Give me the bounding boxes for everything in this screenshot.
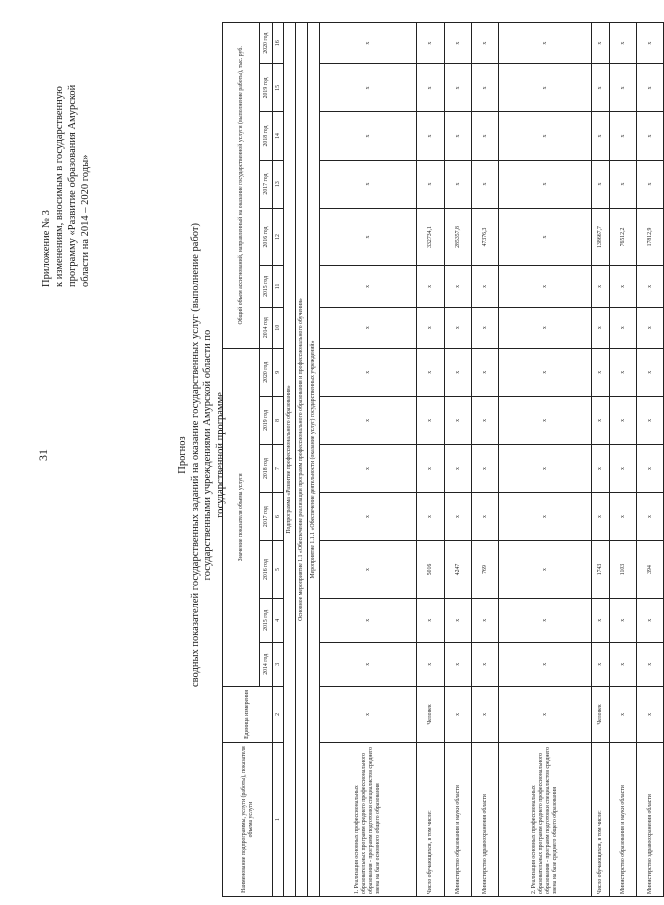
appendix-line-3: области на 2014 – 2020 годы» (80, 154, 91, 287)
row-value: x (320, 541, 417, 599)
row-value: x (610, 266, 637, 307)
header-col-number: 1 (273, 743, 284, 897)
row-value: x (499, 493, 592, 541)
row-value: x (592, 266, 610, 307)
activity-title: Мероприятие 1.1.1 «Обеспечение деятельности (оказание услуг) государственных учреждений» (308, 23, 320, 897)
row-value: x (499, 598, 592, 642)
row-unit: x (610, 686, 637, 742)
row-value: x (417, 64, 445, 112)
row-value: x (610, 396, 637, 444)
header-name: Наименование подпрограммы, услуги (работы), показателя объема услуги (223, 743, 273, 897)
row-name: Число обучающихся, в том числе: (417, 743, 445, 897)
row-value: x (417, 160, 445, 208)
row-value: x (417, 396, 445, 444)
page-number: 31 (36, 449, 50, 461)
row-value: x (592, 64, 610, 112)
row-name: Министерство образования и науки области (445, 743, 472, 897)
row-value: x (592, 493, 610, 541)
header-col-number: 12 (273, 208, 284, 266)
table-row (610, 23, 637, 897)
row-unit: x (637, 686, 664, 742)
main-activity-title: Основное мероприятие 1.1 «Обеспечение реализации программ профессионального образования и профессионального обучения» (296, 23, 308, 897)
header-col-number: 6 (273, 493, 284, 541)
row-value: x (417, 444, 445, 492)
row-value: x (499, 208, 592, 266)
header-col-number: 4 (273, 598, 284, 642)
row-value: x (592, 307, 610, 348)
table-row (320, 23, 417, 897)
header-col-number: 3 (273, 642, 284, 686)
row-unit: x (499, 686, 592, 742)
row-value: x (499, 307, 592, 348)
row-value: x (445, 444, 472, 492)
row-value: x (472, 493, 499, 541)
row-value: 769 (472, 541, 499, 599)
row-value: x (472, 307, 499, 348)
row-value: x (592, 348, 610, 396)
row-unit: Человек (592, 686, 610, 742)
row-value: x (499, 112, 592, 160)
appendix-block (40, 17, 92, 287)
row-value: x (637, 307, 664, 348)
row-value: x (637, 598, 664, 642)
row-value: x (499, 444, 592, 492)
row-value: x (592, 642, 610, 686)
header-year-8: 2015 год (260, 266, 273, 307)
row-value: x (499, 160, 592, 208)
row-value: x (610, 64, 637, 112)
row-value: x (320, 493, 417, 541)
row-value: 1103 (610, 541, 637, 599)
header-year-13: 2020 год (260, 23, 273, 64)
row-value: x (637, 266, 664, 307)
header-col-number: 11 (273, 266, 284, 307)
row-name: Число обучающихся, в том числе: (592, 743, 610, 897)
row-value: x (637, 23, 664, 64)
row-name: 2. Реализация основных профессиональных образовательных программ среднего профессионального образования - программ подготовки специалистов среднего звена на базе среднего общего образования (499, 743, 592, 897)
subprogram-title: Подпрограмма «Развитие профессионального образования» (284, 23, 296, 897)
row-value: x (445, 598, 472, 642)
header-year-11: 2018 год (260, 112, 273, 160)
row-value: 17812,9 (637, 208, 664, 266)
row-value: x (445, 112, 472, 160)
row-unit: x (320, 686, 417, 742)
header-col-number: 5 (273, 541, 284, 599)
appendix-line-1: к изменениям, вносимым в государственную (54, 86, 65, 287)
header-year-1: 2015 год (260, 598, 273, 642)
row-value: 1743 (592, 541, 610, 599)
row-value: x (637, 444, 664, 492)
row-value: x (610, 598, 637, 642)
row-unit: x (472, 686, 499, 742)
row-value: x (445, 396, 472, 444)
header-col-number: 14 (273, 112, 284, 160)
row-value: x (320, 348, 417, 396)
document-subtitle-2: государственной программе (214, 392, 226, 518)
header-col-number: 13 (273, 160, 284, 208)
table-row (637, 23, 664, 897)
row-value: x (499, 266, 592, 307)
row-value: x (592, 160, 610, 208)
row-value: x (320, 64, 417, 112)
row-value: x (610, 348, 637, 396)
row-value: x (637, 493, 664, 541)
row-value: x (592, 444, 610, 492)
row-value: x (320, 642, 417, 686)
row-value: 4247 (445, 541, 472, 599)
row-value: x (417, 266, 445, 307)
row-value: x (445, 307, 472, 348)
row-name: Министерство здравоохранения области (637, 743, 664, 897)
appendix-line-2: программу «Развитие образования Амурской (67, 84, 78, 287)
table-row (445, 23, 472, 897)
row-value: x (320, 160, 417, 208)
row-value: x (472, 642, 499, 686)
row-value: x (610, 493, 637, 541)
header-year-0: 2014 год (260, 642, 273, 686)
row-value: x (499, 64, 592, 112)
row-value: x (610, 444, 637, 492)
row-value: x (417, 307, 445, 348)
row-value: x (637, 112, 664, 160)
row-value: x (320, 208, 417, 266)
header-year-12: 2019 год (260, 64, 273, 112)
row-value: x (445, 493, 472, 541)
header-year-2: 2016 год (260, 541, 273, 599)
row-value: x (445, 64, 472, 112)
header-col-number: 8 (273, 396, 284, 444)
row-value: x (472, 396, 499, 444)
header-col-number: 16 (273, 23, 284, 64)
header-cost-group: Общий объем ассигнований, направленный на оказание государственной услуги (выполнение работы), тыс. руб. (223, 23, 260, 349)
header-col-number: 10 (273, 307, 284, 348)
forecast-table (222, 22, 664, 897)
row-value: x (320, 266, 417, 307)
row-value: x (499, 642, 592, 686)
row-value: 138667,7 (592, 208, 610, 266)
header-volume-group: Значение показателя объема услуги (223, 348, 260, 686)
row-value: x (445, 348, 472, 396)
row-value: x (637, 160, 664, 208)
table-row (417, 23, 445, 897)
row-value: x (637, 642, 664, 686)
row-value: x (445, 266, 472, 307)
row-value: x (610, 307, 637, 348)
row-value: x (472, 348, 499, 396)
row-value: 5016 (417, 541, 445, 599)
table-row (592, 23, 610, 897)
document-title-block (177, 195, 227, 715)
row-value: x (610, 642, 637, 686)
header-year-7: 2014 год (260, 307, 273, 348)
row-value: x (472, 64, 499, 112)
row-value: x (499, 541, 592, 599)
header-col-number: 15 (273, 64, 284, 112)
row-value: x (592, 396, 610, 444)
row-value: x (637, 64, 664, 112)
header-unit: Единица измерения (223, 686, 273, 742)
row-value: x (499, 396, 592, 444)
row-value: x (610, 23, 637, 64)
row-value: 332734,1 (417, 208, 445, 266)
row-value: x (320, 598, 417, 642)
row-value: x (472, 23, 499, 64)
row-value: x (320, 112, 417, 160)
row-value: x (610, 160, 637, 208)
row-value: x (610, 112, 637, 160)
row-unit: Человек (417, 686, 445, 742)
header-col-number: 9 (273, 348, 284, 396)
row-value: x (445, 160, 472, 208)
row-value: x (472, 112, 499, 160)
header-year-5: 2019 год (260, 396, 273, 444)
document-subtitle-1: сводных показателей государственных заданий на оказание государственных услуг (выполнение работ) государственными учреждениями Амурской области по (189, 222, 213, 688)
row-value: x (445, 642, 472, 686)
header-col-number: 2 (273, 686, 284, 742)
table-row (499, 23, 592, 897)
row-value: x (499, 348, 592, 396)
row-value: x (417, 23, 445, 64)
header-year-4: 2018 год (260, 444, 273, 492)
row-value: 394 (637, 541, 664, 599)
row-value: x (320, 23, 417, 64)
row-value: x (320, 444, 417, 492)
row-value: x (320, 307, 417, 348)
row-value: x (417, 598, 445, 642)
row-value: x (592, 112, 610, 160)
header-year-9: 2016 год (260, 208, 273, 266)
row-value: x (592, 598, 610, 642)
row-value: x (499, 23, 592, 64)
document-title: Прогноз (177, 436, 188, 474)
row-value: x (472, 160, 499, 208)
row-value: x (417, 493, 445, 541)
row-value: x (320, 396, 417, 444)
row-value: x (637, 348, 664, 396)
row-value: x (417, 112, 445, 160)
header-col-number: 7 (273, 444, 284, 492)
row-value: 285357,8 (445, 208, 472, 266)
row-value: x (417, 642, 445, 686)
appendix-title: Приложение № 3 (41, 210, 52, 287)
header-year-3: 2017 год (260, 493, 273, 541)
header-year-10: 2017 год (260, 160, 273, 208)
row-value: 47376,3 (472, 208, 499, 266)
row-name: Министерство образования и науки области (610, 743, 637, 897)
row-value: x (472, 444, 499, 492)
row-value: x (417, 348, 445, 396)
row-value: x (637, 396, 664, 444)
row-value: x (472, 266, 499, 307)
row-name: Министерство здравоохранения области (472, 743, 499, 897)
row-value: x (592, 23, 610, 64)
row-value: x (445, 23, 472, 64)
row-unit: x (445, 686, 472, 742)
row-value: x (472, 598, 499, 642)
header-year-6: 2020 год (260, 348, 273, 396)
row-value: 76512,2 (610, 208, 637, 266)
row-name: 1. Реализация основных профессиональных образовательных программ среднего профессионального образования - программ подготовки специалистов среднего звена на базе основного общего образования (320, 743, 417, 897)
table-row (472, 23, 499, 897)
